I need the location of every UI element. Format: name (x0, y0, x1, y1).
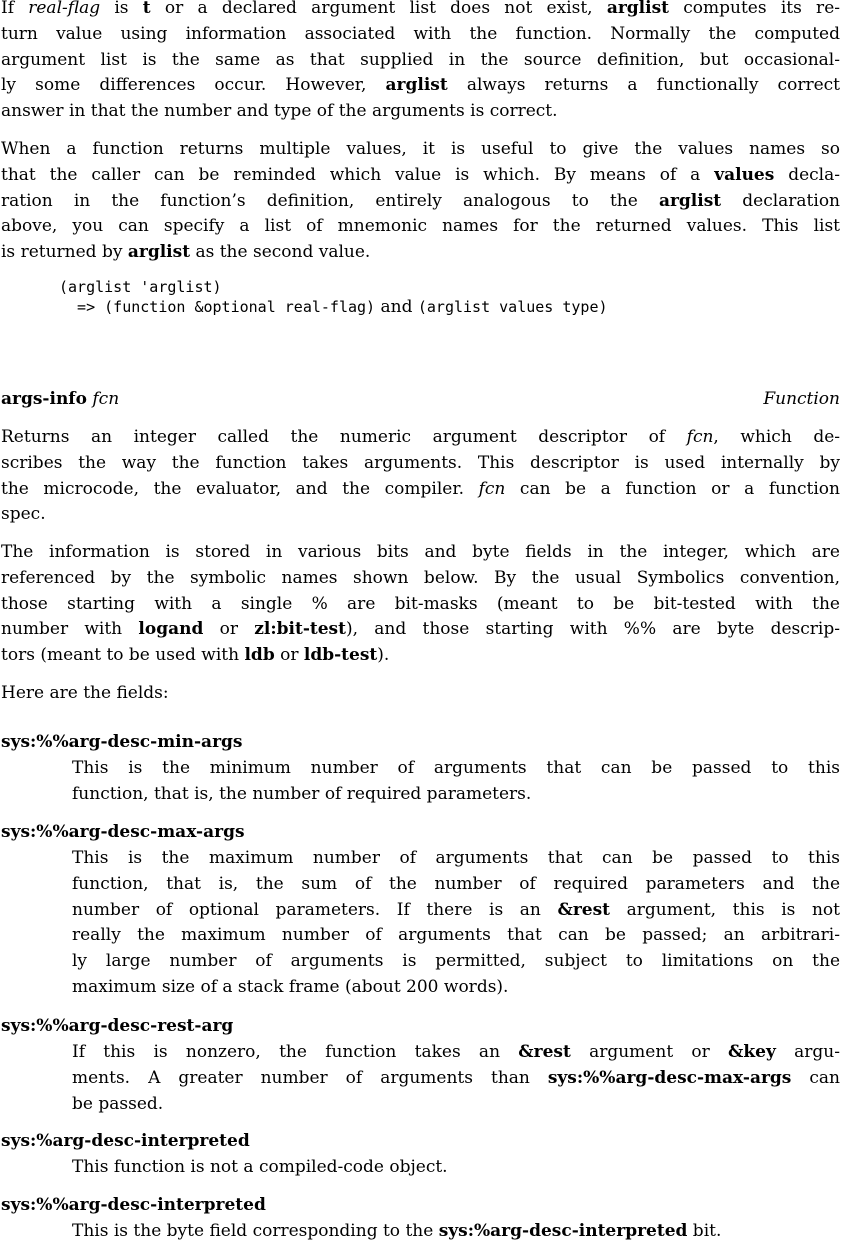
code-example (59, 277, 608, 317)
code-line-2: => (function &optional real-flag) and (arglist values type) (59, 297, 608, 317)
field-name-interpreted-byte: sys:%%arg-desc-interpreted (1, 1195, 266, 1215)
field-name-interpreted-bit: sys:%arg-desc-interpreted (1, 1131, 250, 1151)
field-name-max-args: sys:%%arg-desc-max-args (1, 822, 245, 842)
code-line-1: (arglist 'arglist) (59, 278, 222, 296)
entry-heading (1, 387, 840, 412)
body-paragraph-2: The information is stored in various bits and byte fields in the integer, which are referenced by the symbolic names shown below. By the usual Symbolics convention, those starting with a single % are bit-masks (meant to be bit-tested with the number with logand or zl:bit-test), and those starting with %% are byte descrip- tors (meant to be used with ldb or ldb-test). (1, 542, 840, 666)
field-desc-max-args: This is the maximum number of arguments that can be passed to this function, that is, the sum of the number of required parameters and the number of optional parameters. If there is an &rest argument, this is not really the maximum number of arguments that can be passed; an arbitrari- ly large number of arguments is permitted, subject to limitations on the maximum size of a stack frame (about 200 words). (72, 848, 840, 997)
intro-paragraph-2: When a function returns multiple values, it is useful to give the values names so that the caller can be reminded which value is which. By means of a values decla- ration in the function’s definition, entirely analogous to the arglist declaration above, you can specify a list of mnemonic names for the returned values. This list is returned by arglist as the second value. (1, 139, 841, 263)
field-desc-interpreted-byte: This is the byte field corresponding to the sys:%arg-desc-interpreted bit. (72, 1221, 722, 1241)
field-name-rest-arg: sys:%%arg-desc-rest-arg (1, 1016, 234, 1036)
field-desc-min-args: This is the minimum number of arguments that can be passed to this function, that is, the number of required parameters. (72, 758, 840, 804)
entry-type: Function (763, 389, 840, 409)
field-desc-rest-arg: If this is nonzero, the function takes an &rest argument or &key argu- ments. A greater number of arguments than sys:%%arg-desc-max-args can be passed. (72, 1042, 840, 1114)
field-desc-interpreted-bit: This function is not a compiled-code object. (72, 1157, 448, 1177)
entry-name: args-info (1, 389, 87, 409)
intro-paragraph-1: If real-flag is t or a declared argument list does not exist, arglist computes its re- turn value using information associated with the function. Normally the computed argument list is the same as that supplied in the source definition, but occasional- ly some differences occur. However, arglist always returns a functionally correct answer in that the number and type of the arguments is correct. (1, 0, 840, 122)
entry-arg: fcn (92, 389, 120, 409)
field-name-min-args: sys:%%arg-desc-min-args (1, 732, 243, 752)
body-paragraph-1: Returns an integer called the numeric argument descriptor of fcn, which de- scribes the way the function takes arguments. This descriptor is used internally by the microcode, the evaluator, and the compiler. fcn can be a function or a function spec. (1, 427, 841, 525)
body-paragraph-3: Here are the fields: (1, 683, 169, 703)
